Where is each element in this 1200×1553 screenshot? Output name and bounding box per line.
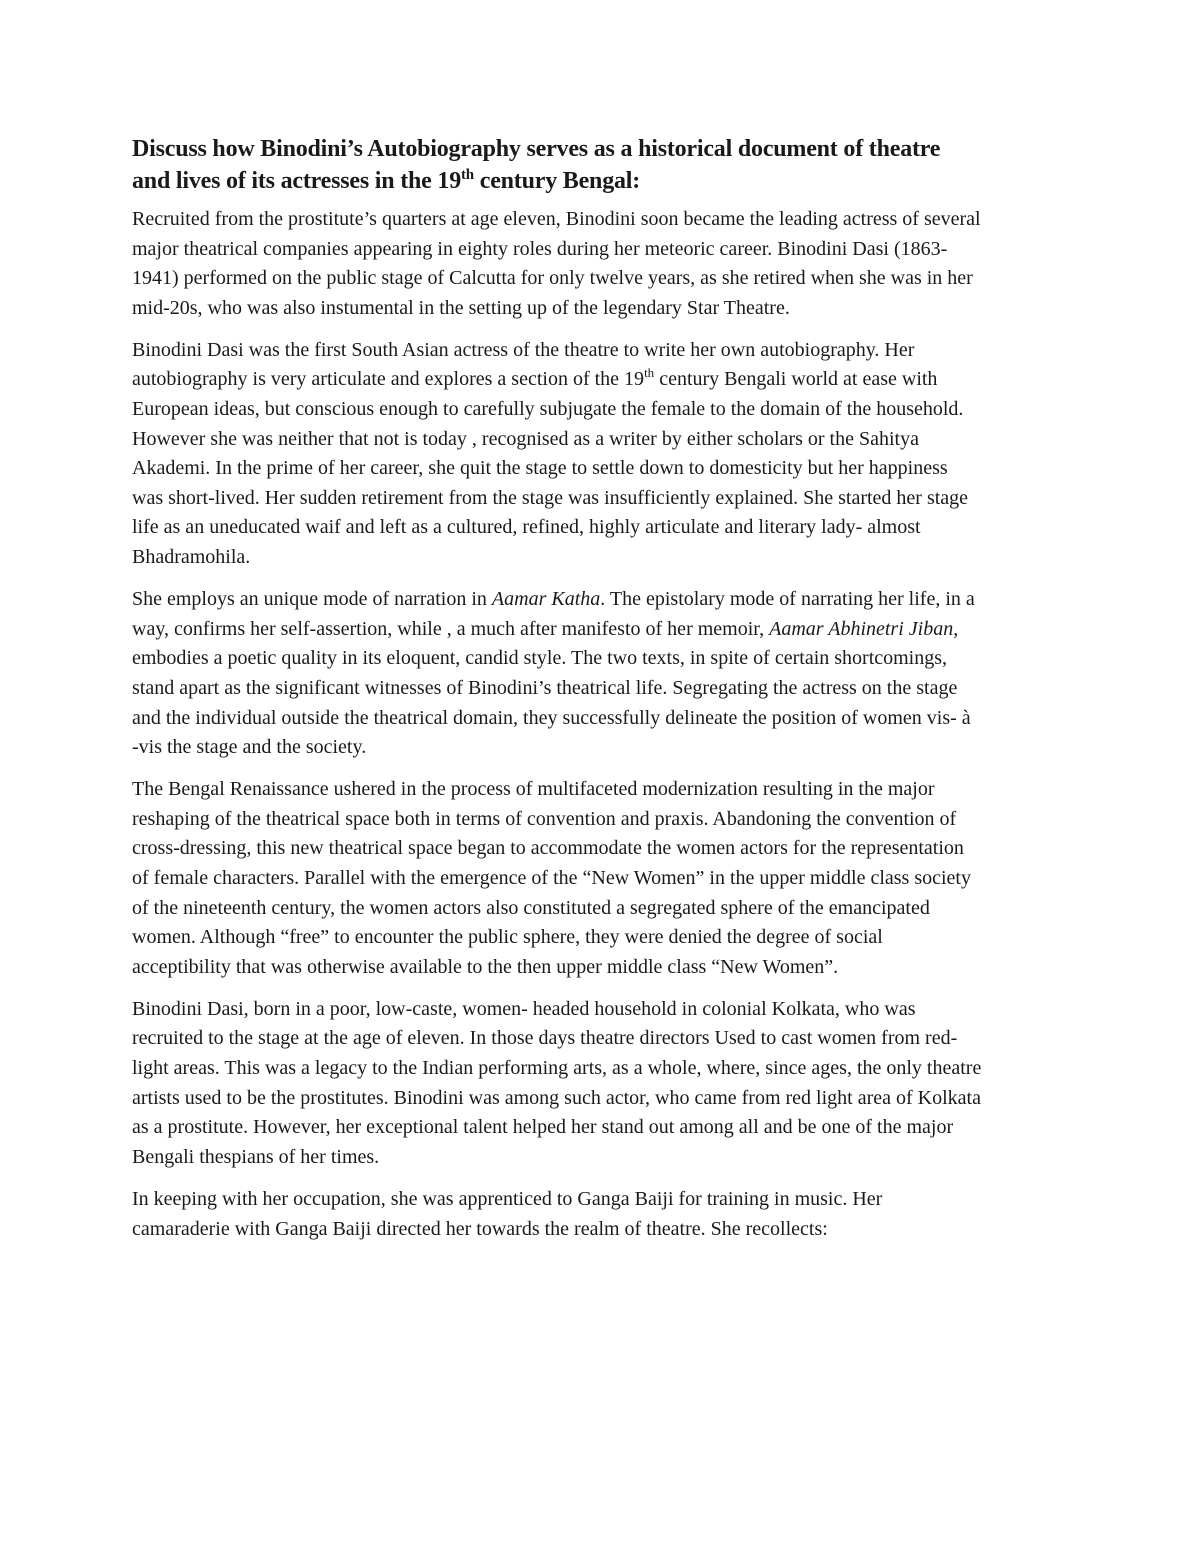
paragraph-3 [132,585,982,763]
title-text: Discuss how Binodini’s Autobiography serves as a historical document of theatre and lives of its actresses in the 19 [132,136,941,194]
paragraph-3-text: She employs an unique mode of narration in [132,588,492,611]
title-superscript: th [461,167,474,183]
paragraph-2-superscript: th [644,365,655,381]
paragraph-4: The Bengal Renaissance ushered in the process of multifaceted modernization resulting in the major reshaping of the theatrical space both in terms of convention and praxis. Abandoning the convention of cross-dressing, this new theatrical space began to accommodate the women actors for the representation of female characters. Parallel with the emergence of the “New Women” in the upper middle class society of the nineteenth century, the women actors also constituted a segregated sphere of the emancipated women. Although “free” to encounter the public sphere, they were denied the degree of social acceptibility that was otherwise available to the then upper middle class “New Women”. [132,778,971,978]
paragraph-3-text-mid: . The epistolary mode of narrating her life, in a way, confirms her self-assertion, while , a much after manifesto of her memoir, [132,588,975,640]
paragraph-2 [132,336,982,573]
paragraph-5: Binodini Dasi, born in a poor, low-caste, women- headed household in colonial Kolkata, who was recruited to the stage at the age of eleven. In those days theatre directors Used to cast women from red-light areas. This was a legacy to the Indian performing arts, as a whole, where, since ages, the only theatre artists used to be the prostitutes. Binodini was among such actor, who came from red light area of Kolkata as a prostitute. However, her exceptional talent helped her stand out among all and be one of the major Bengali thespians of her times. [132,997,982,1168]
document-body [132,133,982,1257]
paragraph-6: In keeping with her occupation, she was apprenticed to Ganga Baiji for training in music. Her camaraderie with Ganga Baiji directed her towards the realm of theatre. She recollects: [132,1187,883,1240]
title-text-end: century Bengal: [473,168,641,194]
book-title-aamar-katha: Aamar Katha [491,588,601,611]
paragraph-2-text-end: century Bengali world at ease with European ideas, but conscious enough to carefully subjugate the female to the domain of the household. However she was neither that not is today , recognised as a writer by either scholars or the Sahitya Akademi. In the prime of her career, she quit the stage to settle down to domesticity but her happiness was short-lived. Her sudden retirement from the stage was insufficiently explained. She started her stage life as an uneducated waif and left as a cultured, refined, highly articulate and literary lady- almost Bhadramohila. [132,368,969,569]
paragraph-3-text-end: , embodies a poetic quality in its eloquent, candid style. The two texts, in spite of certain shortcomings, stand apart as the significant witnesses of Binodini’s theatrical life. Segregating the actress on the stage and the individual outside the theatrical domain, they successfully delineate the position of women vis- à -vis the stage and the society. [132,617,971,759]
book-title-aamar-abhinetri-jiban: Aamar Abhinetri Jiban [769,617,954,640]
paragraph-1: Recruited from the prostitute’s quarters at age eleven, Binodini soon became the leading actress of several major theatrical companies appearing in eighty roles during her meteoric career. Binodini Dasi (1863-1941) performed on the public stage of Calcutta for only twelve years, as she retired when she was in her mid-20s, who was also instumental in the setting up of the legendary Star Theatre. [132,208,981,319]
paragraph-2-text: Binodini Dasi was the first South Asian actress of the theatre to write her own autobiography. Her autobiography is very articulate and explores a section of the 19 [132,338,915,391]
document-title [132,133,982,197]
